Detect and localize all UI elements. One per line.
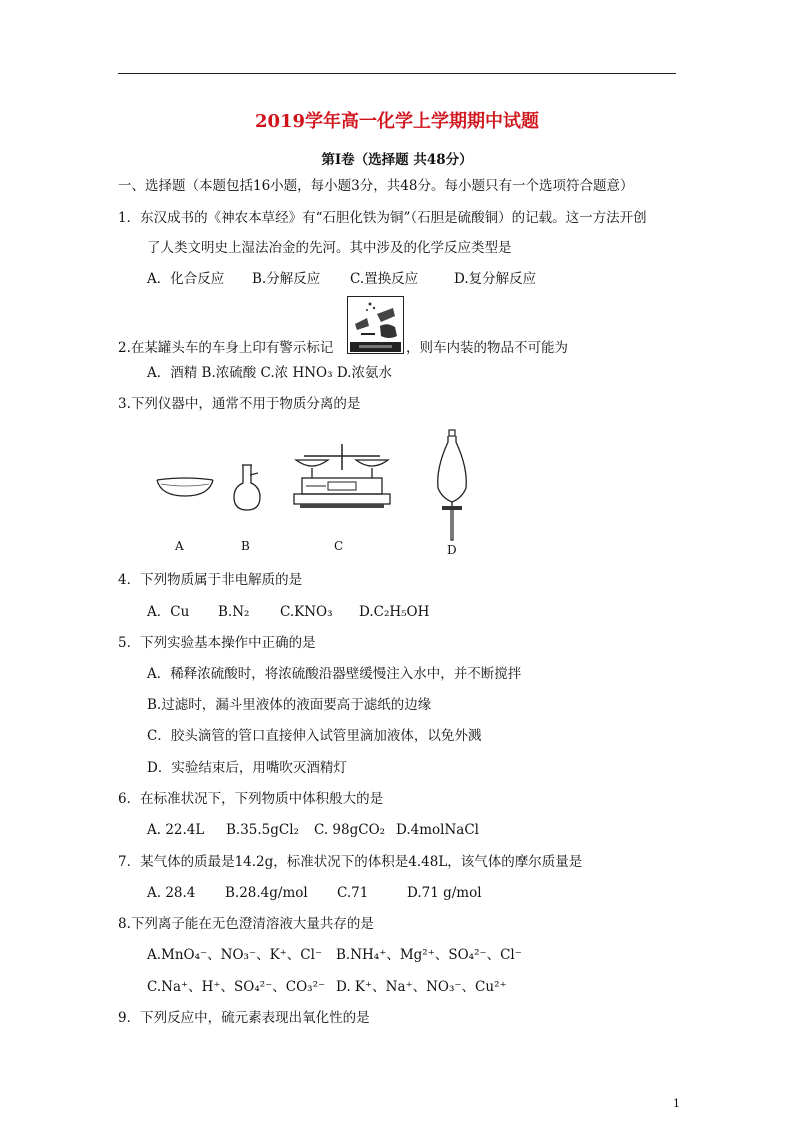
part-heading: 一、选择题（本题包括16小题，每小题3分，共48分。每小题只有一个选项符合题意） [118, 178, 634, 194]
question-5-option-a: A．稀释浓硫酸时，将浓硫酸沿器壁缓慢注入水中，并不断搅拌 [147, 666, 522, 682]
question-6-option-b: B.35.5gCl₂ [226, 822, 299, 838]
question-8-option-c: C.Na⁺、H⁺、SO₄²⁻、CO₃²⁻ [147, 979, 326, 995]
question-9-stem: 9．下列反应中，硫元素表现出氧化性的是 [118, 1010, 370, 1026]
question-8-option-b: B.NH₄⁺、Mg²⁺、SO₄²⁻、Cl⁻ [336, 947, 522, 963]
corrosive-warning-icon [347, 296, 404, 354]
question-1-line-2: 了人类文明史上湿法冶金的先河。其中涉及的化学反应类型是 [147, 240, 512, 256]
apparatus-label-a: A [175, 539, 184, 553]
section-heading: 第Ⅰ卷（选择题 共48分） [321, 152, 473, 168]
question-5-option-b: B.过滤时，漏斗里液体的液面要高于滤纸的边缘 [147, 697, 432, 713]
apparatus-label-c: C [334, 539, 344, 553]
question-1-option-a: A．化合反应 [147, 271, 225, 287]
question-8-stem: 8.下列离子能在无色澄清溶液大量共存的是 [118, 916, 374, 932]
question-7-option-a: A. 28.4 [147, 885, 196, 901]
question-3-stem: 3.下列仪器中，通常不用于物质分离的是 [118, 396, 361, 412]
question-5-option-d: D．实验结束后，用嘴吹灭酒精灯 [147, 760, 347, 776]
question-1-option-d: D.复分解反应 [454, 271, 537, 287]
exam-title: 2019学年高一化学上学期期中试题 [254, 111, 540, 132]
question-4-stem: 4．下列物质属于非电解质的是 [118, 572, 303, 588]
header-rule [118, 73, 676, 74]
question-4-option-d: D.C₂H₅OH [359, 604, 430, 620]
separatory-funnel-icon [432, 428, 472, 544]
page-number: 1 [673, 1097, 680, 1110]
question-6-option-d: D.4molNaCl [396, 822, 479, 838]
question-1-line-1: 1．东汉成书的《神农本草经》有“石胆化铁为铜”（石胆是硫酸铜）的记载。这一方法开创 [118, 210, 647, 226]
question-5-stem: 5．下列实验基本操作中正确的是 [118, 635, 316, 651]
question-2-options: A．酒精 B.浓硫酸 C.浓 HNO₃ D.浓氨水 [147, 365, 392, 381]
question-7-stem: 7．某气体的质最是14.2g，标准状况下的体积是4.48L，该气体的摩尔质量是 [118, 854, 583, 870]
question-2-stem-end: ，则车内装的物品不可能为 [406, 340, 568, 356]
question-4-option-a: A．Cu [147, 604, 190, 620]
question-6-option-a: A. 22.4L [147, 822, 205, 838]
question-7-option-b: B.28.4g/mol [225, 885, 308, 901]
question-4-option-c: C.KNO₃ [280, 604, 333, 620]
question-8-option-a: A.MnO₄⁻、NO₃⁻、K⁺、Cl⁻ [147, 947, 323, 963]
question-6-stem: 6．在标准状况下，下列物质中体积般大的是 [118, 791, 384, 807]
question-2-stem-start: 2.在某罐头车的车身上印有警示标记 [118, 340, 334, 356]
evaporating-dish-icon [155, 470, 215, 500]
question-1-option-b: B.分解反应 [252, 271, 321, 287]
question-6-option-c: C. 98gCO₂ [314, 822, 386, 838]
round-bottom-flask-icon [232, 463, 262, 513]
question-8-option-d: D. K⁺、Na⁺、NO₃⁻、Cu²⁺ [336, 979, 507, 995]
question-7-option-d: D.71 g/mol [407, 885, 482, 901]
question-4-option-b: B.N₂ [218, 604, 250, 620]
question-5-option-c: C．胶头滴管的管口直接伸入试管里滴加液体，以免外溅 [147, 728, 482, 744]
question-1-option-c: C.置换反应 [350, 271, 419, 287]
balance-scale-icon [292, 442, 392, 512]
apparatus-label-d: D [447, 543, 457, 557]
question-7-option-c: C.71 [337, 885, 369, 901]
apparatus-label-b: B [241, 539, 250, 553]
